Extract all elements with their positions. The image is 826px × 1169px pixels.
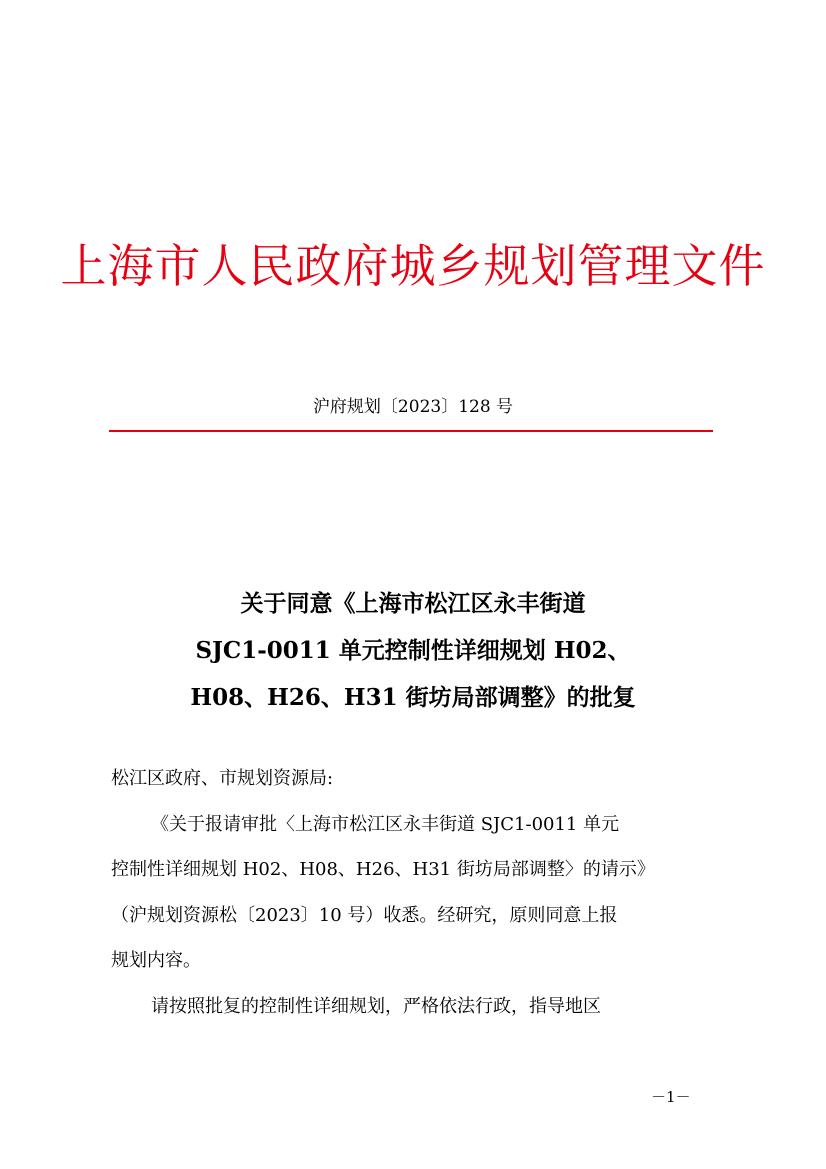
document-title	[0, 580, 826, 721]
page-number: －1－	[651, 1088, 691, 1106]
document-title-line: 关于同意《上海市松江区永丰街道	[240, 590, 586, 617]
body-line: （沪规划资源松〔2023〕10 号）收悉。经研究，原则同意上报	[111, 904, 618, 926]
body-line: 规划内容。	[111, 950, 201, 971]
document-title-line: SJC1-0011 单元控制性详细规划 H02、	[195, 637, 631, 664]
header-divider	[109, 430, 713, 432]
body-line: 《关于报请审批〈上海市松江区永丰街道 SJC1-0011 单元	[151, 813, 620, 835]
addressee: 松江区政府、市规划资源局:	[111, 768, 334, 789]
document-body	[111, 756, 715, 1029]
document-title-line: H08、H26、H31 街坊局部调整》的批复	[190, 684, 636, 711]
document-number: 沪府规划〔2023〕128 号	[312, 397, 514, 417]
body-line: 请按照批复的控制性详细规划，严格依法行政，指导地区	[151, 995, 601, 1017]
document-header-title: 上海市人民政府城乡规划管理文件	[60, 239, 766, 293]
body-line: 控制性详细规划 H02、H08、H26、H31 街坊局部调整〉的请示》	[111, 859, 655, 880]
